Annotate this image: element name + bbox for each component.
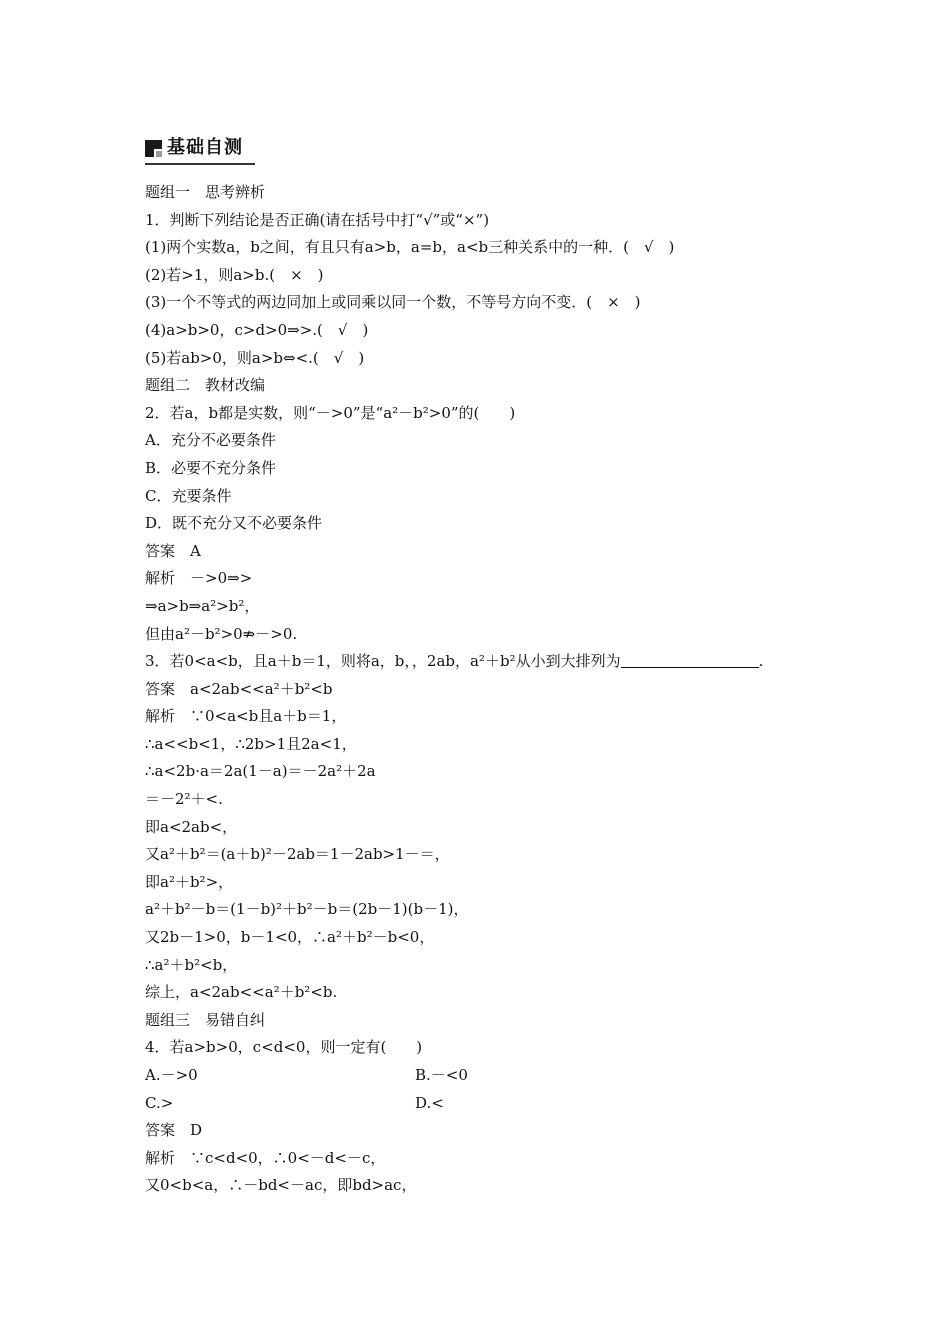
analysis-line: ∴a<2b·a＝2a(1－a)＝－2a²＋2a bbox=[145, 762, 376, 781]
option-b: B.－<0 bbox=[415, 1066, 468, 1084]
analysis-line: a²＋b²－b＝(1－b)²＋b²－b＝(2b－1)(b－1)， bbox=[145, 900, 469, 919]
section-title: 基础自测 bbox=[167, 137, 243, 158]
options-row bbox=[145, 1090, 825, 1118]
conclusion-line: 综上，a<2ab<<a²＋b²<b. bbox=[145, 983, 338, 1002]
answer: 答案 a<2ab<<a²＋b²<b bbox=[145, 679, 333, 698]
analysis-line: ＝－2²＋<. bbox=[145, 790, 223, 809]
question-4: 4．若a>b>0，c<d<0，则一定有( ) bbox=[145, 1038, 423, 1057]
section-underline bbox=[145, 163, 255, 165]
group-heading: 题组一 思考辨析 bbox=[145, 183, 266, 201]
option-d: D．既不充分又不必要条件 bbox=[145, 514, 323, 533]
option-c: C.> bbox=[145, 1093, 174, 1112]
analysis-line: 又0<b<a，∴－bd<－ac，即bd>ac， bbox=[145, 1176, 417, 1195]
analysis-line: ⇒a>b⇒a²>b²， bbox=[145, 596, 260, 615]
option-a: A.－>0 bbox=[145, 1066, 198, 1084]
option-a: A．充分不必要条件 bbox=[145, 431, 276, 450]
analysis: 解析 －>0⇒> bbox=[145, 569, 253, 588]
statement-1: (1)两个实数a，b之间，有且只有a>b，a=b，a<b三种关系中的一种．( √ ) bbox=[145, 238, 675, 257]
option-b: B．必要不充分条件 bbox=[145, 458, 277, 477]
group-heading: 题组二 教材改编 bbox=[145, 376, 266, 395]
answer: 答案 D bbox=[145, 1121, 203, 1140]
statement-4: (4)a>b>0，c>d>0⇒>.( √ ) bbox=[145, 320, 369, 339]
answer-blank bbox=[621, 651, 759, 668]
question-3-text: 3．若0<a<b，且a＋b＝1，则将a，b，，2ab，a²＋b²从小到大排列为 bbox=[145, 652, 621, 671]
statement-3: (3)一个不等式的两边同加上或同乘以同一个数，不等号方向不变．( × ) bbox=[145, 293, 641, 312]
option-d: D.< bbox=[415, 1093, 444, 1112]
document-body bbox=[145, 179, 825, 1200]
statement-5: (5)若ab>0，则a>b⇔<.( √ ) bbox=[145, 348, 365, 367]
analysis-line: ∴a²＋b²<b， bbox=[145, 955, 238, 974]
options-row bbox=[145, 1062, 825, 1090]
answer: 答案 A bbox=[145, 541, 201, 560]
question-3: 3．若0<a<b，且a＋b＝1，则将a，b，，2ab，a²＋b²从小到大排列为 . bbox=[145, 652, 764, 671]
analysis-line: 又a²＋b²＝(a＋b)²－2ab＝1－2ab>1－＝， bbox=[145, 845, 450, 864]
analysis-line: 即a²＋b²>， bbox=[145, 872, 234, 891]
option-c: C．充要条件 bbox=[145, 486, 232, 505]
analysis-line: ∴a<<b<1，∴2b>1且2a<1， bbox=[145, 734, 357, 753]
section-header bbox=[145, 136, 255, 162]
analysis: 解析 ∵c<d<0，∴0<－d<－c， bbox=[145, 1148, 386, 1167]
section-marker-icon bbox=[145, 140, 162, 157]
analysis-line: 即a<2ab<， bbox=[145, 817, 238, 836]
analysis: 解析 ∵0<a<b且a＋b＝1， bbox=[145, 707, 347, 726]
analysis-line: 又2b－1>0，b－1<0，∴a²＋b²－b<0， bbox=[145, 928, 435, 947]
analysis-line: 但由a²－b²>0⇏－>0. bbox=[145, 624, 298, 643]
question-1: 1．判断下列结论是否正确(请在括号中打“√”或“×”) bbox=[145, 210, 490, 229]
group-heading: 题组三 易错自纠 bbox=[145, 1010, 266, 1029]
question-2: 2．若a，b都是实数，则“－>0”是“a²－b²>0”的( ) bbox=[145, 403, 516, 422]
statement-2: (2)若>1，则a>b.( × ) bbox=[145, 265, 324, 284]
